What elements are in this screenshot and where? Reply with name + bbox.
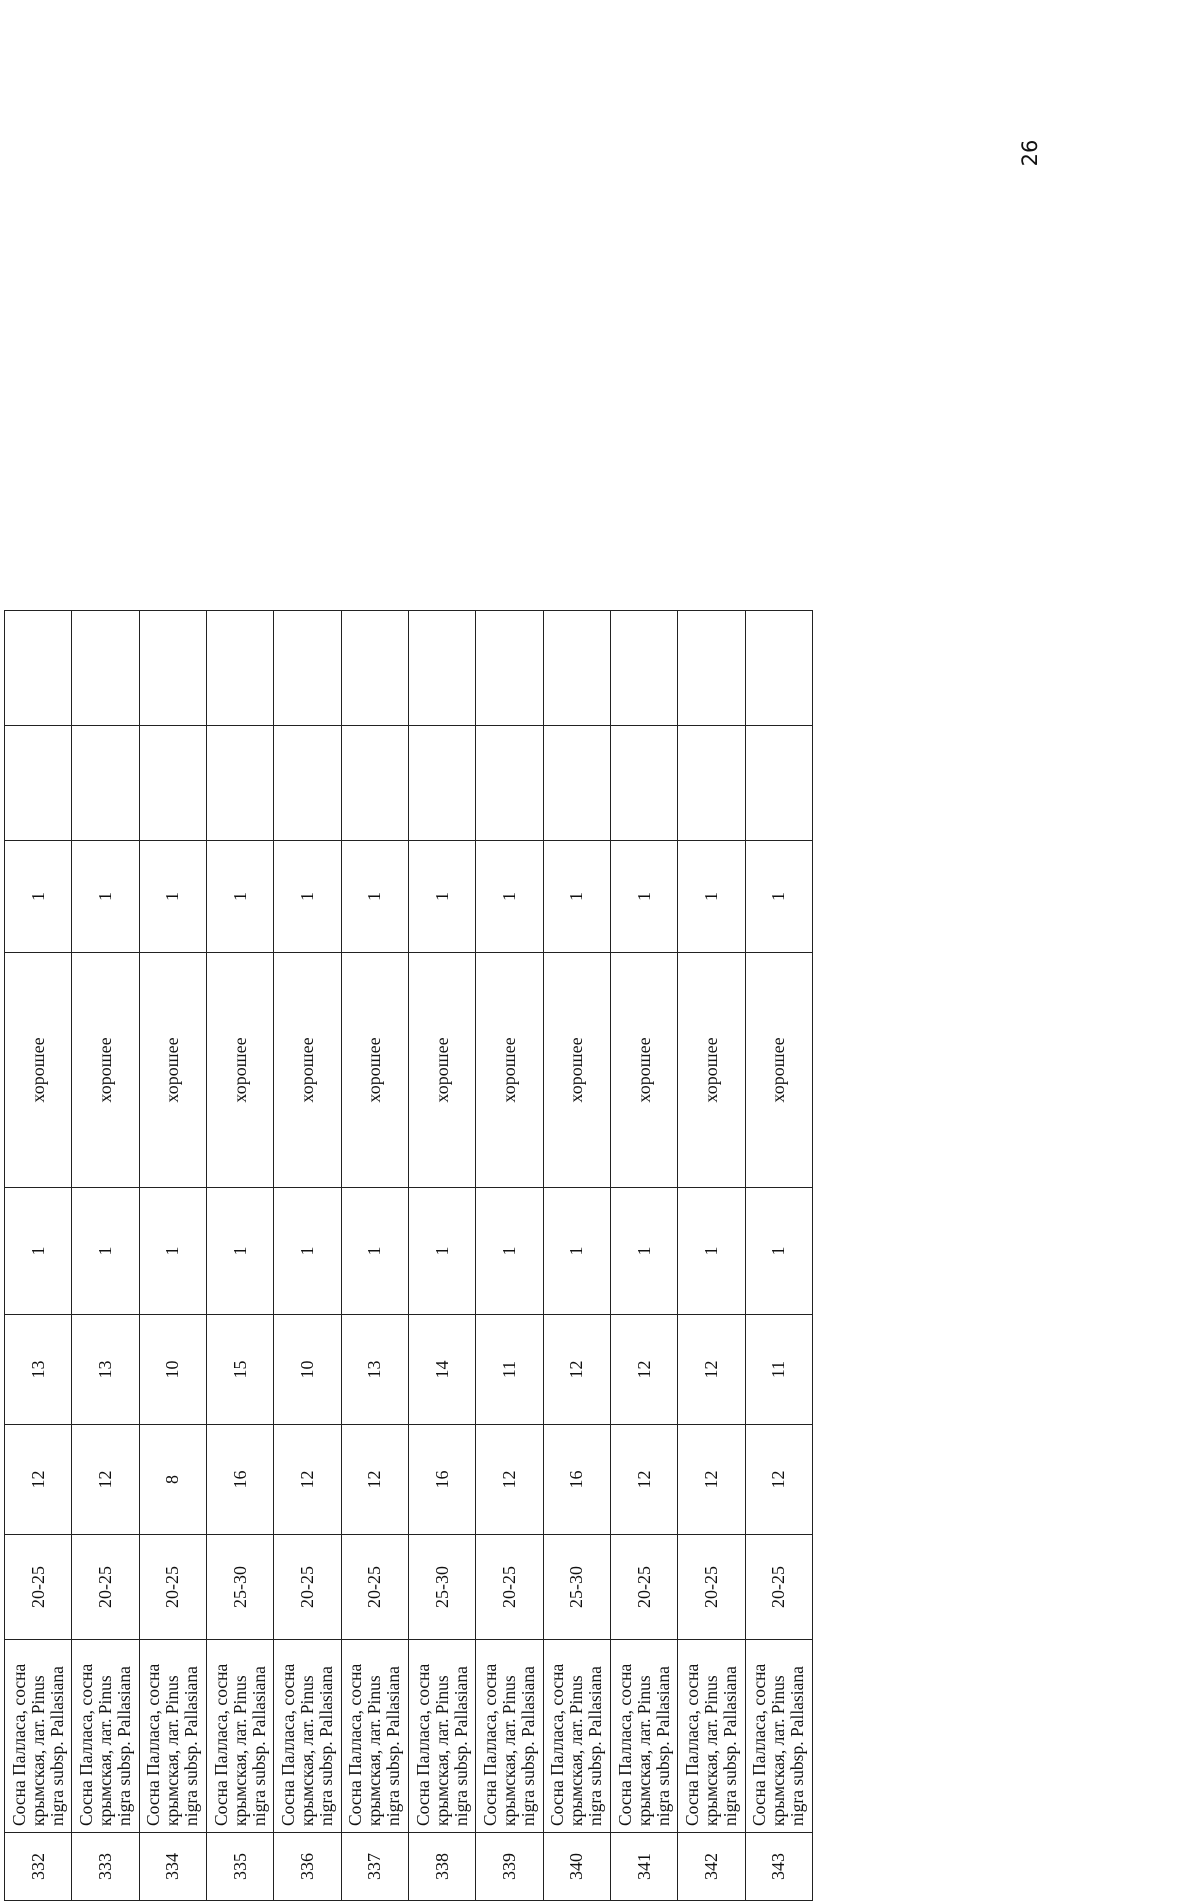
cell-extra-1 (341, 726, 408, 841)
cell-extra-2 (476, 611, 543, 726)
cell-number: 333 (72, 1833, 139, 1901)
cell-extra-2 (72, 611, 139, 726)
cell-species (5, 1640, 72, 1833)
species-line: крымская, лат. Pinus (431, 1675, 452, 1826)
species-line: nigra subsp. Pallasiana (450, 1666, 471, 1826)
species-line: nigra subsp. Pallasiana (113, 1666, 134, 1826)
cell-age: 20-25 (139, 1535, 206, 1640)
cell-age: 20-25 (341, 1535, 408, 1640)
cell-category: 1 (274, 841, 341, 953)
species-line: крымская, лат. Pinus (768, 1675, 789, 1826)
species-line: nigra subsp. Pallasiana (248, 1666, 269, 1826)
species-line: nigra subsp. Pallasiana (585, 1666, 606, 1826)
cell-quantity: 1 (274, 1188, 341, 1315)
cell-diameter: 8 (139, 1425, 206, 1535)
table-row (476, 611, 543, 1901)
tree-inventory-table (4, 610, 813, 1901)
cell-quantity: 1 (206, 1188, 273, 1315)
table-row (745, 611, 812, 1901)
cell-species (341, 1640, 408, 1833)
cell-number: 335 (206, 1833, 273, 1901)
cell-diameter: 12 (274, 1425, 341, 1535)
cell-category: 1 (139, 841, 206, 953)
cell-condition: хорошее (139, 953, 206, 1188)
cell-quantity: 1 (5, 1188, 72, 1315)
cell-diameter: 16 (543, 1425, 610, 1535)
cell-height: 11 (476, 1315, 543, 1425)
cell-height: 10 (274, 1315, 341, 1425)
cell-number: 339 (476, 1833, 543, 1901)
cell-number: 336 (274, 1833, 341, 1901)
cell-category: 1 (408, 841, 475, 953)
cell-diameter: 12 (610, 1425, 677, 1535)
cell-condition: хорошее (206, 953, 273, 1188)
cell-category: 1 (72, 841, 139, 953)
cell-category: 1 (745, 841, 812, 953)
cell-species (610, 1640, 677, 1833)
cell-condition: хорошее (543, 953, 610, 1188)
cell-age: 20-25 (5, 1535, 72, 1640)
cell-category: 1 (341, 841, 408, 953)
species-line: Сосна Палласа, сосна (681, 1663, 702, 1826)
table-row (408, 611, 475, 1901)
cell-diameter: 12 (5, 1425, 72, 1535)
species-line: крымская, лат. Pinus (498, 1675, 519, 1826)
species-line: nigra subsp. Pallasiana (383, 1666, 404, 1826)
cell-age: 20-25 (745, 1535, 812, 1640)
species-line: nigra subsp. Pallasiana (652, 1666, 673, 1826)
cell-category: 1 (476, 841, 543, 953)
table-row (72, 611, 139, 1901)
cell-diameter: 12 (745, 1425, 812, 1535)
cell-age: 25-30 (206, 1535, 273, 1640)
table-row (341, 611, 408, 1901)
cell-number: 340 (543, 1833, 610, 1901)
cell-number: 338 (408, 1833, 475, 1901)
cell-category: 1 (610, 841, 677, 953)
species-line: крымская, лат. Pinus (700, 1675, 721, 1826)
cell-diameter: 12 (341, 1425, 408, 1535)
cell-height: 13 (341, 1315, 408, 1425)
cell-condition: хорошее (72, 953, 139, 1188)
cell-extra-2 (341, 611, 408, 726)
cell-quantity: 1 (341, 1188, 408, 1315)
cell-height: 13 (5, 1315, 72, 1425)
cell-condition: хорошее (274, 953, 341, 1188)
cell-extra-2 (5, 611, 72, 726)
cell-quantity: 1 (476, 1188, 543, 1315)
cell-height: 13 (72, 1315, 139, 1425)
cell-extra-2 (206, 611, 273, 726)
cell-extra-2 (745, 611, 812, 726)
table-body (5, 611, 813, 1901)
species-line: Сосна Палласа, сосна (345, 1663, 366, 1826)
cell-species (274, 1640, 341, 1833)
cell-height: 12 (610, 1315, 677, 1425)
cell-age: 20-25 (274, 1535, 341, 1640)
species-line: nigra subsp. Pallasiana (517, 1666, 538, 1826)
cell-species (543, 1640, 610, 1833)
cell-quantity: 1 (543, 1188, 610, 1315)
species-line: крымская, лат. Pinus (162, 1675, 183, 1826)
cell-number: 341 (610, 1833, 677, 1901)
cell-category: 1 (206, 841, 273, 953)
cell-height: 12 (678, 1315, 745, 1425)
cell-diameter: 12 (72, 1425, 139, 1535)
cell-extra-1 (408, 726, 475, 841)
cell-species (139, 1640, 206, 1833)
cell-height: 14 (408, 1315, 475, 1425)
species-line: крымская, лат. Pinus (633, 1675, 654, 1826)
cell-height: 15 (206, 1315, 273, 1425)
species-line: крымская, лат. Pinus (229, 1675, 250, 1826)
cell-quantity: 1 (610, 1188, 677, 1315)
species-line: nigra subsp. Pallasiana (181, 1666, 202, 1826)
cell-category: 1 (678, 841, 745, 953)
cell-quantity: 1 (745, 1188, 812, 1315)
cell-extra-2 (610, 611, 677, 726)
cell-extra-2 (408, 611, 475, 726)
table-row (139, 611, 206, 1901)
cell-extra-1 (5, 726, 72, 841)
table-row (678, 611, 745, 1901)
cell-age: 20-25 (476, 1535, 543, 1640)
cell-age: 20-25 (72, 1535, 139, 1640)
species-line: Сосна Палласа, сосна (547, 1663, 568, 1826)
cell-diameter: 12 (678, 1425, 745, 1535)
species-line: Сосна Палласа, сосна (143, 1663, 164, 1826)
cell-diameter: 12 (476, 1425, 543, 1535)
species-line: крымская, лат. Pinus (27, 1675, 48, 1826)
table-row (5, 611, 72, 1901)
cell-age: 20-25 (678, 1535, 745, 1640)
cell-extra-1 (476, 726, 543, 841)
cell-extra-1 (274, 726, 341, 841)
cell-extra-2 (543, 611, 610, 726)
cell-diameter: 16 (206, 1425, 273, 1535)
species-line: Сосна Палласа, сосна (210, 1663, 231, 1826)
cell-number: 343 (745, 1833, 812, 1901)
cell-age: 20-25 (610, 1535, 677, 1640)
cell-condition: хорошее (610, 953, 677, 1188)
cell-extra-1 (543, 726, 610, 841)
table-row (543, 611, 610, 1901)
cell-height: 12 (543, 1315, 610, 1425)
page-number: 26 (1018, 139, 1042, 167)
species-line: крымская, лат. Pinus (566, 1675, 587, 1826)
species-line: nigra subsp. Pallasiana (315, 1666, 336, 1826)
table-row (274, 611, 341, 1901)
cell-number: 334 (139, 1833, 206, 1901)
cell-extra-2 (274, 611, 341, 726)
cell-quantity: 1 (408, 1188, 475, 1315)
cell-age: 25-30 (543, 1535, 610, 1640)
cell-condition: хорошее (745, 953, 812, 1188)
cell-category: 1 (543, 841, 610, 953)
tree-inventory-table-container (4, 761, 812, 1901)
cell-condition: хорошее (5, 953, 72, 1188)
species-line: Сосна Палласа, сосна (412, 1663, 433, 1826)
cell-extra-1 (678, 726, 745, 841)
species-line: nigra subsp. Pallasiana (719, 1666, 740, 1826)
species-line: Сосна Палласа, сосна (749, 1663, 770, 1826)
table-row (206, 611, 273, 1901)
cell-height: 10 (139, 1315, 206, 1425)
species-line: nigra subsp. Pallasiana (787, 1666, 808, 1826)
cell-extra-1 (139, 726, 206, 841)
cell-extra-1 (610, 726, 677, 841)
cell-number: 342 (678, 1833, 745, 1901)
cell-quantity: 1 (72, 1188, 139, 1315)
species-line: Сосна Палласа, сосна (479, 1663, 500, 1826)
cell-height: 11 (745, 1315, 812, 1425)
species-line: крымская, лат. Pinus (296, 1675, 317, 1826)
cell-category: 1 (5, 841, 72, 953)
cell-quantity: 1 (139, 1188, 206, 1315)
cell-extra-1 (206, 726, 273, 841)
cell-species (745, 1640, 812, 1833)
cell-species (206, 1640, 273, 1833)
cell-condition: хорошее (678, 953, 745, 1188)
cell-species (476, 1640, 543, 1833)
species-line: крымская, лат. Pinus (364, 1675, 385, 1826)
cell-extra-2 (139, 611, 206, 726)
cell-extra-1 (745, 726, 812, 841)
cell-quantity: 1 (678, 1188, 745, 1315)
cell-extra-2 (678, 611, 745, 726)
species-line: крымская, лат. Pinus (94, 1675, 115, 1826)
species-line: Сосна Палласа, сосна (75, 1663, 96, 1826)
cell-diameter: 16 (408, 1425, 475, 1535)
cell-species (678, 1640, 745, 1833)
cell-extra-1 (72, 726, 139, 841)
species-line: nigra subsp. Pallasiana (46, 1666, 67, 1826)
cell-condition: хорошее (476, 953, 543, 1188)
cell-number: 332 (5, 1833, 72, 1901)
cell-age: 25-30 (408, 1535, 475, 1640)
cell-condition: хорошее (408, 953, 475, 1188)
cell-number: 337 (341, 1833, 408, 1901)
species-line: Сосна Палласа, сосна (277, 1663, 298, 1826)
cell-condition: хорошее (341, 953, 408, 1188)
species-line: Сосна Палласа, сосна (8, 1663, 29, 1826)
cell-species (72, 1640, 139, 1833)
cell-species (408, 1640, 475, 1833)
table-row (610, 611, 677, 1901)
species-line: Сосна Палласа, сосна (614, 1663, 635, 1826)
